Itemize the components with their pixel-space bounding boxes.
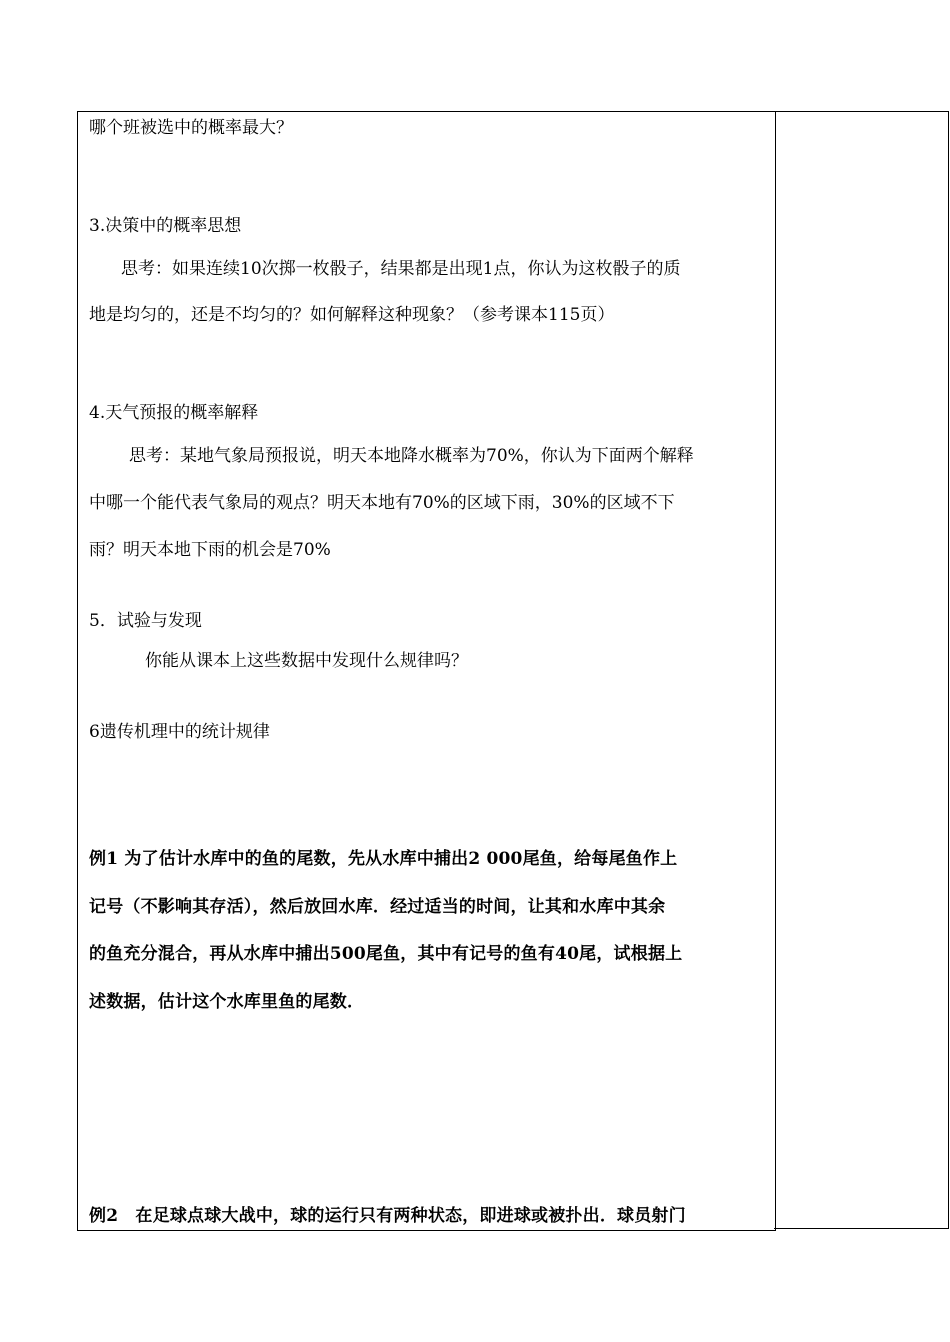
think-paragraph-2-line-1: 思考：某地气象局预报说，明天本地降水概率为70%，你认为下面两个解释 [129,446,694,466]
example-1-line-4: 述数据，估计这个水库里鱼的尾数． [89,992,365,1012]
example-1-line-1: 例1 为了估计水库中的鱼的尾数，先从水库中捕出2 000尾鱼，给每尾鱼作上 [89,849,678,869]
main-content-cell [77,111,776,1231]
example-2-line-1: 例2 在足球点球大战中，球的运行只有两种状态，即进球或被扑出．球员射门 [89,1206,686,1226]
section-heading-4: 4.天气预报的概率解释 [89,403,259,423]
think-paragraph-1-line-1: 思考：如果连续10次掷一枚骰子，结果都是出现1点，你认为这枚骰子的质 [121,259,681,279]
example-1-line-3: 的鱼充分混合，再从水库中捕出500尾鱼，其中有记号的鱼有40尾，试根据上 [89,944,683,964]
think-paragraph-1-line-2: 地是均匀的，还是不均匀的？如何解释这种现象？（参考课本115页） [89,305,615,325]
section-heading-5: 5．试验与发现 [89,611,202,631]
example-1-line-2: 记号（不影响其存活），然后放回水库．经过适当的时间，让其和水库中其余 [89,897,666,917]
section-heading-6: 6遗传机理中的统计规律 [89,722,270,742]
notes-column-cell [774,111,949,1229]
think-paragraph-2-line-3: 雨？明天本地下雨的机会是70% [89,540,331,560]
section-5-question: 你能从课本上这些数据中发现什么规律吗？ [145,651,468,671]
section-heading-3: 3.决策中的概率思想 [89,216,242,236]
think-paragraph-2-line-2: 中哪一个能代表气象局的观点？明天本地有70%的区域下雨，30%的区域不下 [89,493,675,513]
question-line: 哪个班被选中的概率最大？ [89,118,293,138]
